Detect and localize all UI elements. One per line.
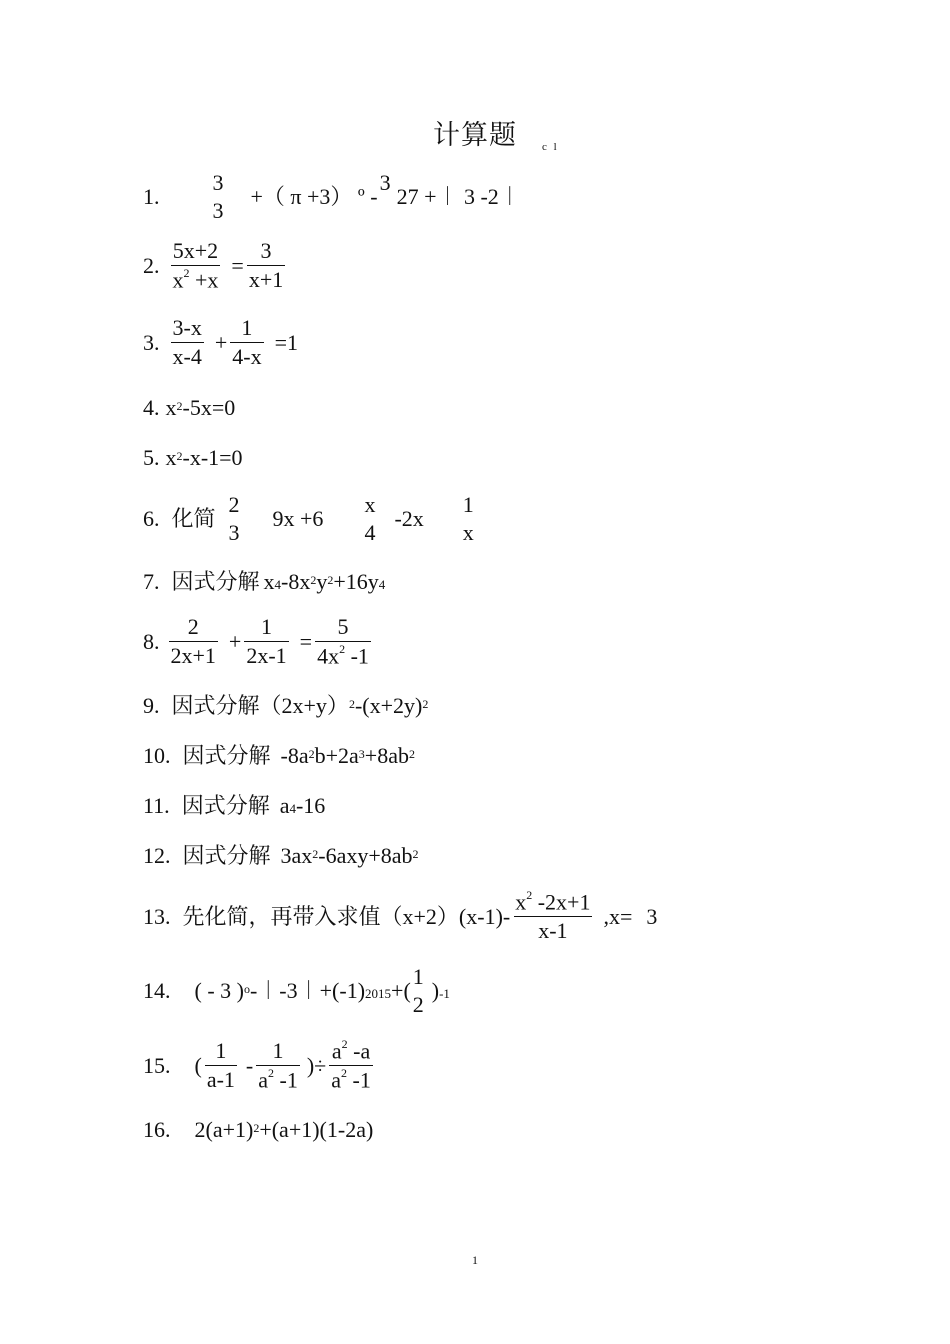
problem-label: 因式分解 xyxy=(181,793,270,818)
fraction: 1 x xyxy=(462,492,474,545)
fraction: $\frac{3-x}{x-4}$ xyxy=(172,315,202,369)
problem-6: 6. 化简 2 3 9x +6 x 4 -2x 1 x xyxy=(143,492,474,545)
problem-number: 5. xyxy=(143,445,160,470)
page-number: 1 xyxy=(472,1253,478,1267)
fraction: $\frac{3}{x+1}$ xyxy=(248,238,284,293)
equals-sign: = xyxy=(299,628,313,654)
problem-5: 5. x $^2$ -x-1=0 xyxy=(143,445,243,470)
problem-label: 因式分解 xyxy=(182,743,271,768)
problem-number: 4. xyxy=(143,395,160,420)
fraction: $\frac{1}{2x-1}$ xyxy=(246,614,287,669)
problem-number: 15. xyxy=(143,1052,171,1078)
problem-7: 7. 因式分解 x 4 -8x $^2$ y $^2$ +16y 4 xyxy=(143,569,386,594)
fraction: $\frac{2}{2x+1}$ xyxy=(170,614,216,669)
fraction: 1 2 xyxy=(412,964,424,1017)
problem-number: 14. xyxy=(143,978,171,1003)
plus-sign: + xyxy=(228,628,242,654)
expression-text: =1 xyxy=(274,329,298,355)
plus-sign: + xyxy=(214,329,228,355)
fraction: $\frac{5x+2}{x^2 +x}$ xyxy=(172,238,219,293)
problem-number: 10. xyxy=(143,743,171,768)
problem-label: 因式分解 xyxy=(171,569,260,594)
problem-11: 11. 因式分解 a 4 -16 xyxy=(143,793,326,818)
fraction: $\frac{a^2 -a}{a^2 -1}$ xyxy=(331,1037,371,1093)
problem-8 xyxy=(143,616,374,667)
problem-15: 15. ( $\frac{1}{a-1}$ - $\frac{1}{a^2 -1}$ )÷ $\frac{a^2 -a}{a^2 -1}$ xyxy=(143,1037,371,1093)
problem-number: 13. xyxy=(143,903,171,929)
problem-number: 11. xyxy=(143,793,170,818)
problem-2 xyxy=(143,240,288,291)
fraction: 3 3 xyxy=(212,170,224,223)
problem-3 xyxy=(143,317,298,368)
problem-number: 1. xyxy=(143,184,160,209)
expression-text: +（ π +3） º - xyxy=(250,184,378,209)
problem-label: 因式分解 xyxy=(171,693,260,718)
fraction: $\frac{1}{a^2 -1}$ xyxy=(258,1038,298,1093)
problem-4: 4. x $^2$ -5x=0 xyxy=(143,395,236,420)
problem-number: 6. xyxy=(143,506,160,531)
problem-number: 2. xyxy=(143,252,160,278)
fraction: 2 3 xyxy=(228,492,240,545)
problem-13: 13. 先化简，再带入求值 （x+2）(x-1)- $\frac{x^2 -2x+1}{x-1}$ ,x= 3 xyxy=(143,888,658,944)
problem-12: 12. 因式分解 3ax $^2$ -6axy+8ab $^2$ xyxy=(143,843,419,868)
problem-number: 9. xyxy=(143,693,160,718)
fraction: $\frac{5}{4x^2 -1}$ xyxy=(317,614,369,669)
fraction: x 4 xyxy=(364,492,376,545)
title-tag: c l xyxy=(542,141,559,153)
problem-number: 7. xyxy=(143,569,160,594)
problem-number: 12. xyxy=(143,843,171,868)
problem-10: 10. 因式分解 -8a $^2$ b+2a $^3$ +8ab $^2$ xyxy=(143,743,415,768)
problem-16: 16. 2(a+1) $^2$ +(a+1)(1-2a) xyxy=(143,1117,374,1142)
problem-label: 因式分解 xyxy=(182,843,271,868)
problem-number: 8. xyxy=(143,628,160,654)
problem-9: 9. 因式分解 （2x+y） $^2$ -(x+2y) $^2$ xyxy=(143,693,429,718)
problem-14: 14. ( - 3 ) $^o$ -︱-3︱+(-1) 2015 +( 1 2 ) -1 xyxy=(143,964,450,1017)
fraction: $\frac{1}{4-x}$ xyxy=(232,315,262,369)
problem-label: 先化简，再带入求值 xyxy=(182,903,381,929)
fraction: $\frac{1}{a-1}$ xyxy=(206,1038,235,1093)
problem-number: 3. xyxy=(143,329,160,355)
problem-number: 16. xyxy=(143,1117,171,1142)
problem-1 xyxy=(143,172,521,222)
expression-text: 27 +︱ 3 -2︱ xyxy=(396,184,521,209)
cube-root-index: 3 xyxy=(379,170,391,195)
equals-sign: = xyxy=(231,252,244,278)
fraction: $\frac{x^2 -2x+1}{x-1}$ xyxy=(515,888,591,944)
problem-label: 化简 xyxy=(171,506,216,531)
page-title: 计算题 xyxy=(433,120,517,150)
